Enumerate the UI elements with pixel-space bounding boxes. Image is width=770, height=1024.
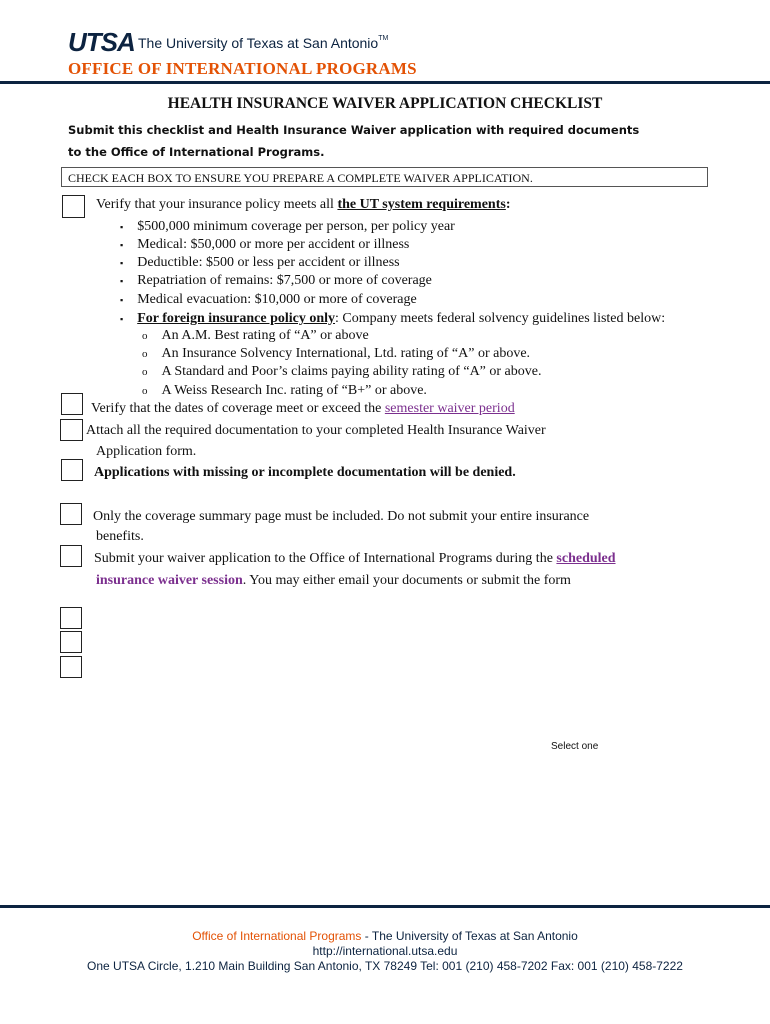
checkbox-ut-requirements[interactable] bbox=[62, 195, 85, 218]
item-documentation-cont: Application form. bbox=[96, 444, 197, 459]
scheduled-link[interactable]: scheduled bbox=[556, 551, 616, 566]
list-item: ▪ Medical evacuation: $10,000 or more of coverage bbox=[120, 292, 417, 307]
item-submit-session: Submit your waiver application to the Office of International Programs during the scheduled bbox=[94, 551, 616, 566]
select-one-label: Select one bbox=[551, 741, 599, 752]
intro-line-2: to the Office of International Programs. bbox=[68, 145, 325, 159]
page-title: HEALTH INSURANCE WAIVER APPLICATION CHECKLIST bbox=[167, 95, 603, 112]
footer-office: Office of International Programs - The University of Texas at San Antonio bbox=[192, 929, 578, 943]
list-item: ▪ Repatriation of remains: $7,500 or more of coverage bbox=[120, 273, 432, 288]
footer-divider bbox=[0, 905, 770, 908]
list-item-foreign: ▪ For foreign insurance policy only: Company meets federal solvency guidelines listed below: bbox=[120, 311, 666, 326]
checkbox-coverage-summary[interactable] bbox=[60, 503, 82, 525]
sub-list-item: o An Insurance Solvency International, Ltd. rating of “A” or above. bbox=[142, 346, 531, 361]
denial-warning: Applications with missing or incomplete documentation will be denied. bbox=[94, 465, 516, 480]
checkbox-submit-session[interactable] bbox=[60, 545, 82, 567]
sub-list-item: o A Standard and Poor’s claims paying ability rating of “A” or above. bbox=[142, 364, 542, 379]
utsa-logo: UTSA bbox=[68, 27, 135, 57]
checkbox-coverage-dates[interactable] bbox=[61, 393, 83, 415]
item-submit-session-cont: insurance waiver session. You may either email your documents or submit the form bbox=[96, 573, 571, 588]
footer-url[interactable]: http://international.utsa.edu bbox=[312, 944, 458, 958]
ut-system-requirements-link[interactable]: the UT system requirements bbox=[337, 197, 506, 212]
header-divider bbox=[0, 81, 770, 84]
university-name: The University of Texas at San Antonio™ bbox=[138, 35, 389, 51]
footer-address: One UTSA Circle, 1.210 Main Building San Antonio, TX 78249 Tel: 001 (210) 458-7202 Fax: 001 (210) 458-7222 bbox=[87, 959, 683, 973]
check-instruction-box: CHECK EACH BOX TO ENSURE YOU PREPARE A COMPLETE WAIVER APPLICATION. bbox=[61, 167, 708, 187]
checkbox-option-2[interactable] bbox=[60, 631, 82, 653]
checkbox-option-1[interactable] bbox=[60, 607, 82, 629]
item-coverage-summary: Only the coverage summary page must be included. Do not submit your entire insurance bbox=[93, 509, 590, 524]
insurance-waiver-session-link[interactable]: insurance waiver session bbox=[96, 573, 243, 588]
item-coverage-dates: Verify that the dates of coverage meet or exceed the semester waiver period bbox=[91, 401, 515, 416]
item-ut-requirements: Verify that your insurance policy meets all the UT system requirements: bbox=[96, 197, 511, 212]
office-heading: OFFICE OF INTERNATIONAL PROGRAMS bbox=[68, 59, 417, 78]
sub-list-item: o A Weiss Research Inc. rating of “B+” or above. bbox=[142, 383, 427, 398]
item-documentation: Attach all the required documentation to your completed Health Insurance Waiver bbox=[86, 423, 546, 438]
sub-list-item: o An A.M. Best rating of “A” or above bbox=[142, 328, 369, 343]
list-item: ▪ Deductible: $500 or less per accident or illness bbox=[120, 255, 400, 270]
checkbox-missing-docs[interactable] bbox=[61, 459, 83, 481]
intro-line-1: Submit this checklist and Health Insurance Waiver application with required documents bbox=[68, 123, 640, 137]
list-item: ▪ Medical: $50,000 or more per accident or illness bbox=[120, 237, 410, 252]
item-coverage-summary-cont: benefits. bbox=[96, 529, 144, 544]
semester-waiver-period-link[interactable]: semester waiver period bbox=[384, 401, 515, 416]
checkbox-documentation[interactable] bbox=[60, 419, 83, 441]
checkbox-option-3[interactable] bbox=[60, 656, 82, 678]
list-item: ▪ $500,000 minimum coverage per person, per policy year bbox=[120, 219, 455, 234]
